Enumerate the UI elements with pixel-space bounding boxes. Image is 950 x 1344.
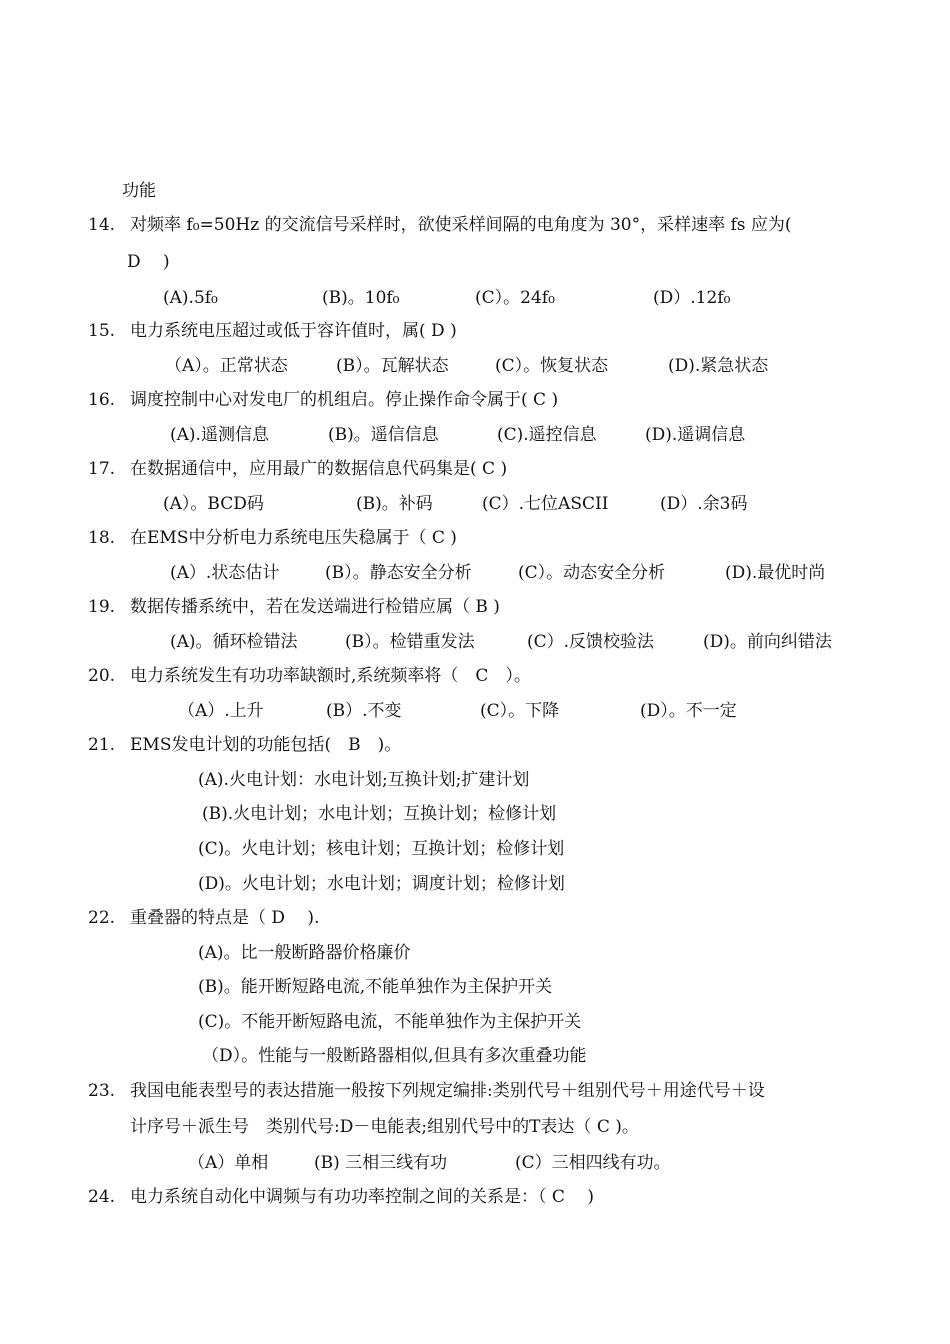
- question-number: 23.: [88, 1081, 116, 1101]
- question-number: 24.: [88, 1187, 116, 1207]
- option-c: (C)。火电计划；核电计划；互换计划；检修计划: [198, 839, 565, 859]
- question-number: 14.: [88, 215, 116, 235]
- question-text-cont: D ): [127, 252, 170, 272]
- option-b: (B）。检错重发法: [345, 632, 475, 652]
- question-text: 数据传播系统中，若在发送端进行检错应属（ B ): [130, 597, 500, 617]
- question-text: 电力系统自动化中调频与有功功率控制之间的关系是：（ C ): [130, 1187, 594, 1207]
- option-d: (D).紧急状态: [668, 356, 769, 376]
- question-number: 19.: [88, 597, 116, 617]
- option-c: (C).遥控信息: [497, 425, 597, 445]
- continuation-text: 功能: [122, 181, 156, 201]
- question-number: 15.: [88, 321, 116, 341]
- option-d: (D)。火电计划；水电计划；调度计划；检修计划: [198, 874, 565, 894]
- option-a: (A)。比一般断路器价格廉价: [198, 943, 411, 963]
- option-d: (D）.余3码: [660, 494, 748, 514]
- option-b: (B)。10f₀: [322, 288, 400, 308]
- option-d: （D）。性能与一般断路器相似,但具有多次重叠功能: [202, 1046, 587, 1066]
- question-number: 20.: [88, 666, 116, 686]
- question-number: 18.: [88, 528, 116, 548]
- option-a: （A）.上升: [178, 701, 264, 721]
- option-b: (B）。瓦解状态: [336, 356, 449, 376]
- question-text: 在EMS中分析电力系统电压失稳属于（ C ): [130, 528, 457, 548]
- option-a: (A).火电计划：水电计划;互换计划;扩建计划: [198, 770, 530, 790]
- option-b: (B）.不变: [326, 701, 402, 721]
- question-number: 16.: [88, 390, 116, 410]
- option-a: (A)。循环检错法: [170, 632, 298, 652]
- question-text: 对频率 f₀=50Hz 的交流信号采样时，欲使采样间隔的电角度为 30°，采样速率 fs 应为(: [130, 215, 792, 235]
- option-b: (B）。静态安全分析: [325, 563, 472, 583]
- question-text: 电力系统电压超过或低于容许值时，属( D ): [130, 321, 457, 341]
- option-d: (D).最优时尚: [725, 563, 826, 583]
- option-c: (C）.反馈校验法: [527, 632, 655, 652]
- question-number: 17.: [88, 459, 116, 479]
- option-d: (D).遥调信息: [645, 425, 746, 445]
- option-c: (C）。24f₀: [475, 288, 555, 308]
- option-c: (C）三相四线有功。: [515, 1153, 671, 1173]
- option-b: (B)。能开断短路电流,不能单独作为主保护开关: [198, 977, 553, 997]
- option-c: (C)。不能开断短路电流，不能单独作为主保护开关: [198, 1012, 582, 1032]
- question-number: 22.: [88, 908, 116, 928]
- option-d: (D)。前向纠错法: [703, 632, 832, 652]
- question-text-cont: 计序号＋派生号 类别代号:D－电能表;组别代号中的T表达（ C )。: [130, 1117, 639, 1137]
- question-number: 21.: [88, 735, 116, 755]
- option-a: （A）。正常状态: [165, 356, 288, 376]
- option-d: (D）.12f₀: [653, 288, 731, 308]
- option-a: (A).5f₀: [163, 288, 218, 308]
- option-b: (B)。遥信信息: [328, 425, 439, 445]
- option-a: （A）单相: [188, 1153, 269, 1173]
- option-d: (D）。不一定: [640, 701, 737, 721]
- option-a: (A）.状态估计: [170, 563, 280, 583]
- option-a: (A).遥测信息: [170, 425, 269, 445]
- question-text: 在数据通信中，应用最广的数据信息代码集是( C ): [130, 459, 508, 479]
- option-a: (A）。BCD码: [163, 494, 264, 514]
- option-b: (B).火电计划；水电计划；互换计划；检修计划: [202, 804, 557, 824]
- question-text: EMS发电计划的功能包括( B )。: [130, 735, 402, 755]
- option-c: (C）。动态安全分析: [518, 563, 666, 583]
- option-c: (C）。下降: [480, 701, 560, 721]
- option-c: (C）。恢复状态: [495, 356, 609, 376]
- question-text: 调度控制中心对发电厂的机组启。停止操作命令属于( C ): [130, 390, 559, 410]
- option-c: (C）.七位ASCII: [482, 494, 609, 514]
- question-text: 我国电能表型号的表达措施一般按下列规定编排:类别代号＋组别代号＋用途代号＋设: [130, 1081, 765, 1101]
- question-text: 重叠器的特点是（ D ).: [130, 908, 320, 928]
- option-b: (B) 三相三线有功: [314, 1153, 448, 1173]
- question-text: 电力系统发生有功功率缺额时,系统频率将（ C ）。: [130, 666, 531, 686]
- option-b: (B)。补码: [356, 494, 433, 514]
